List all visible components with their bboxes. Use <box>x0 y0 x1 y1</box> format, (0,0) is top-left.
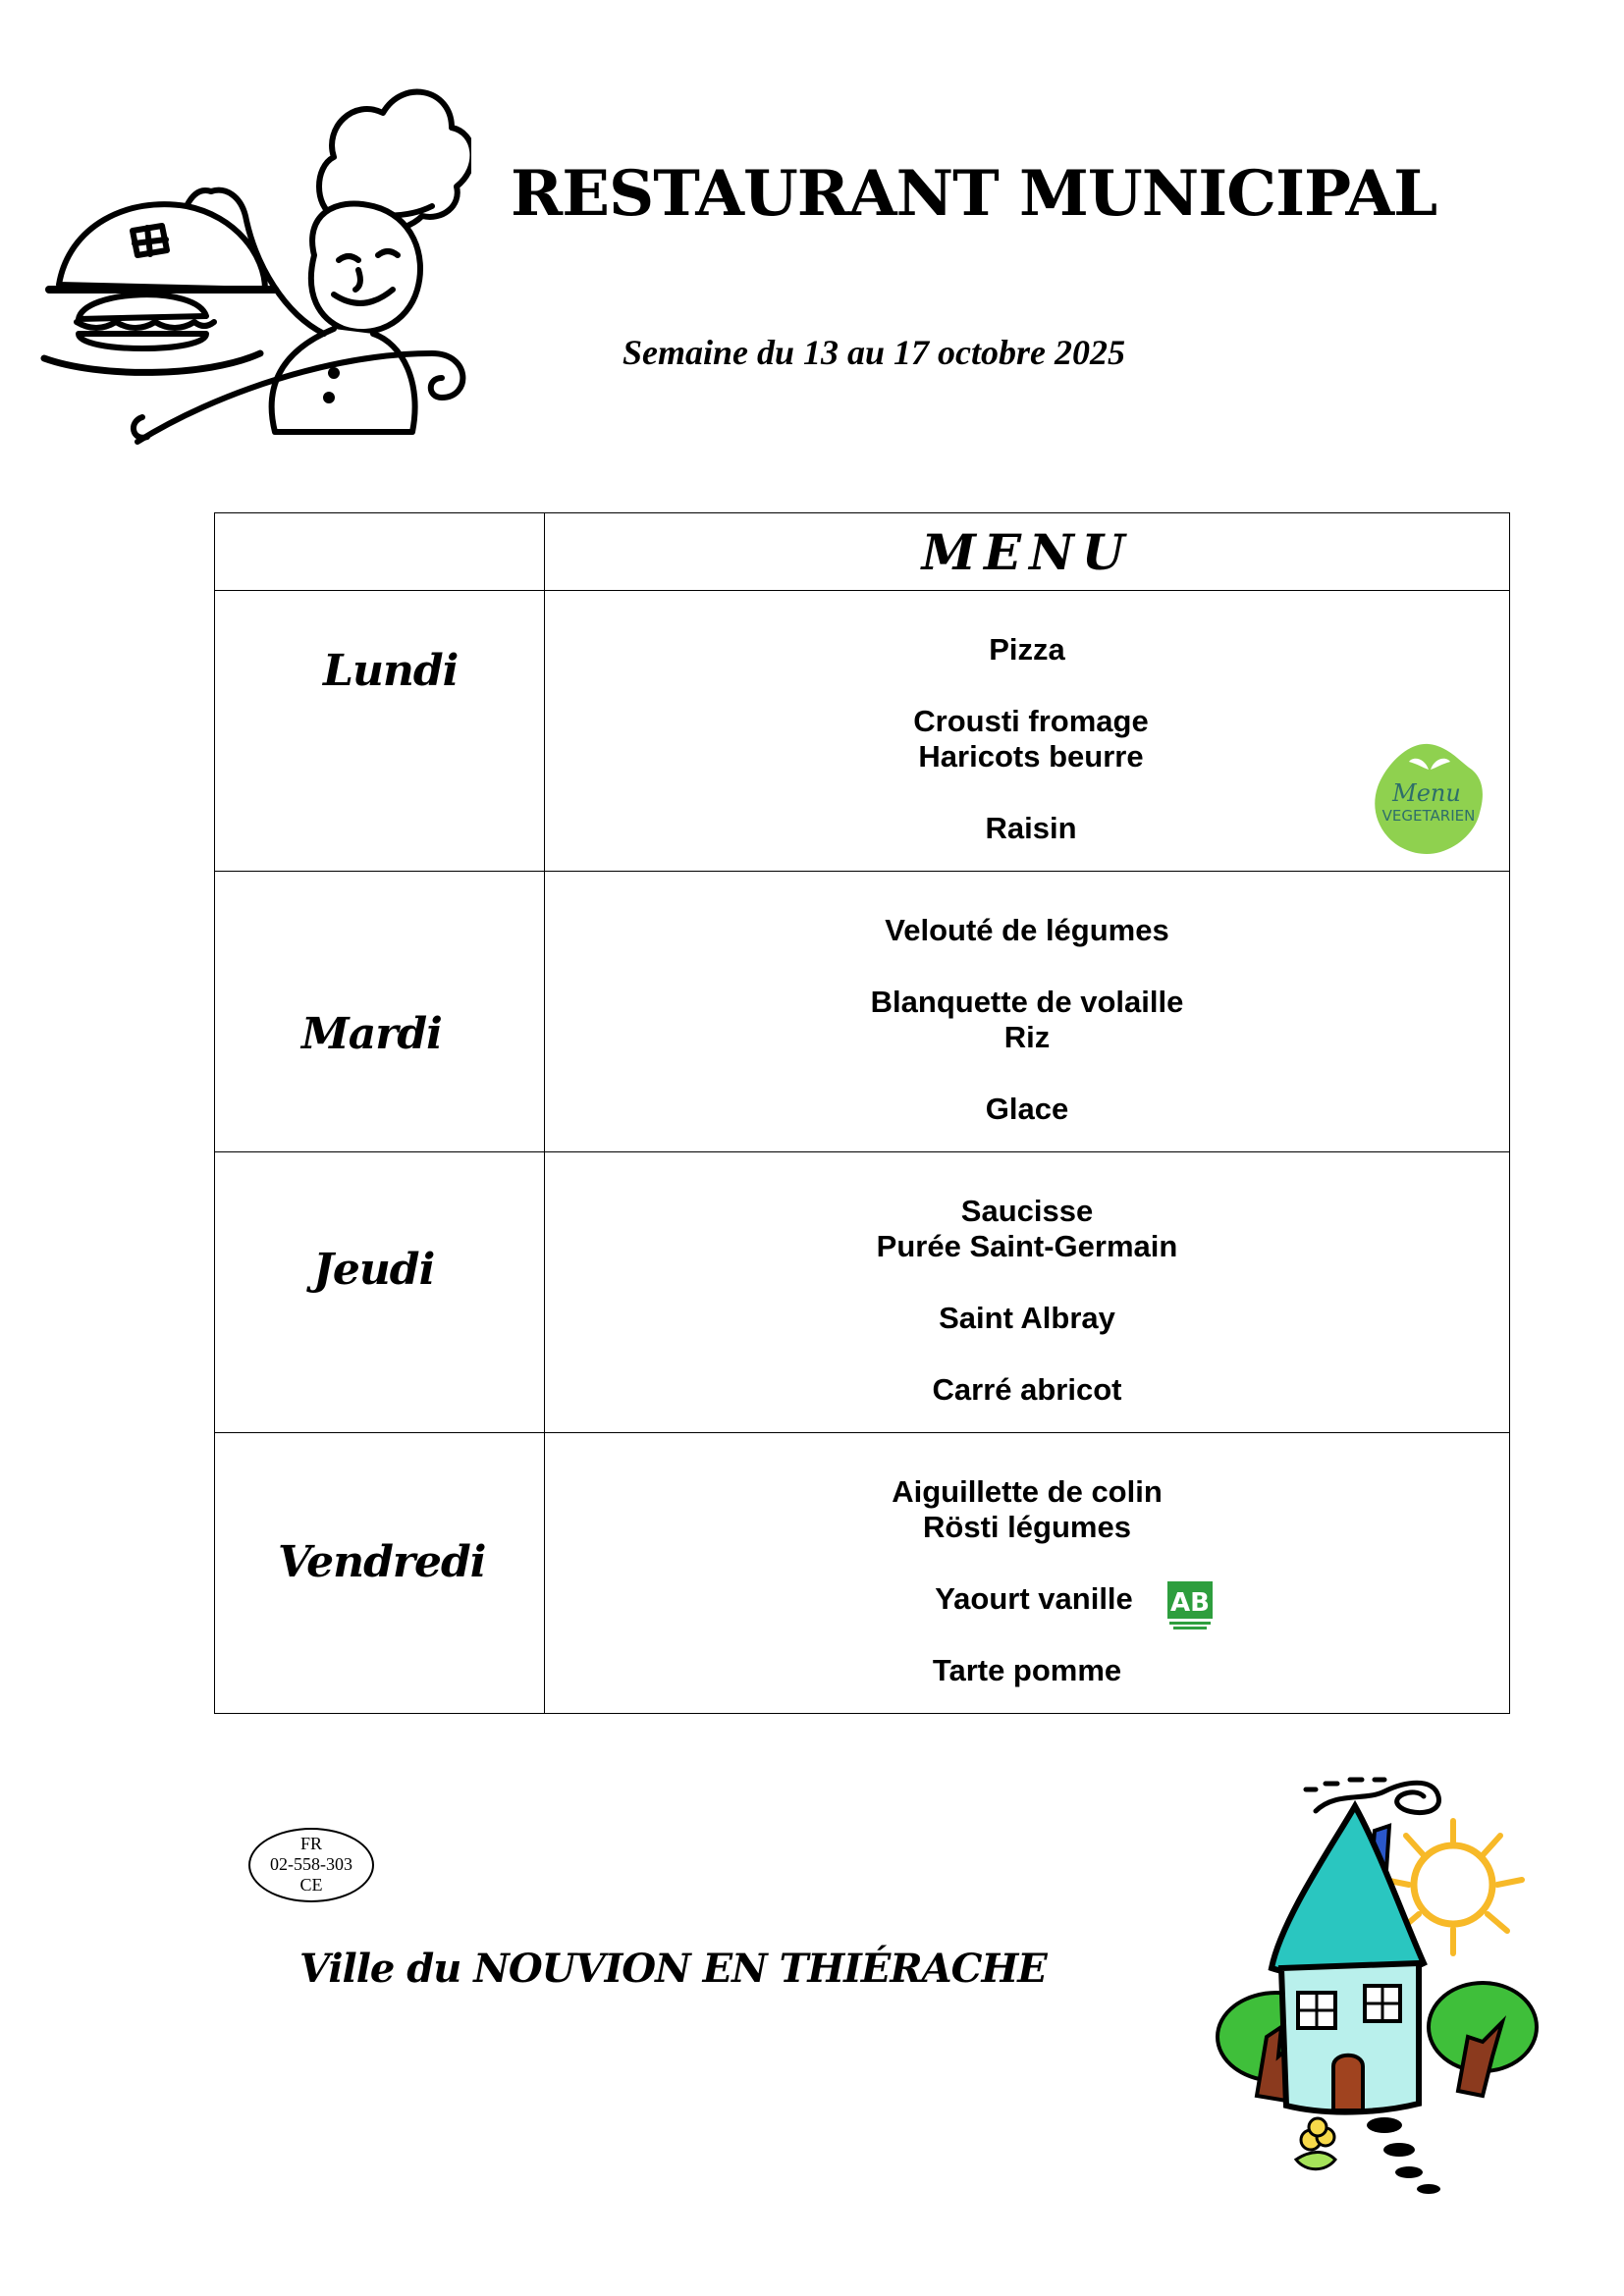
menu-header-row <box>215 513 1510 591</box>
weekly-menu-table <box>214 512 1510 1714</box>
day-cell <box>215 872 545 1152</box>
dishes-cell <box>545 1152 1510 1433</box>
approval-mark-line1: FR <box>299 1834 323 1853</box>
dish: Blanquette de volaille <box>870 985 1184 1019</box>
dish: Rösti légumes <box>923 1510 1131 1544</box>
vegetarian-logo-line2: VEGETARIEN <box>1381 807 1476 825</box>
day-cell <box>215 1433 545 1714</box>
dish: Crousti fromage <box>913 704 1149 738</box>
dish: Carré abricot <box>932 1372 1122 1407</box>
dish: Saucisse <box>960 1194 1094 1228</box>
page-title: RESTAURANT MUNICIPAL <box>511 157 1437 231</box>
chef-serving-cloche-icon <box>39 59 471 452</box>
day-cell <box>215 1152 545 1433</box>
day-name: Vendredi <box>278 1537 486 1587</box>
approval-mark-oval <box>248 1828 374 1902</box>
day-row-vendredi <box>215 1433 1510 1714</box>
approval-mark-line2: 02-558-303 <box>270 1854 352 1874</box>
dish: Saint Albray <box>939 1301 1115 1335</box>
week-subtitle: Semaine du 13 au 17 octobre 2025 <box>622 333 1125 372</box>
organic-logo-text: AB <box>1170 1588 1210 1618</box>
day-row-jeudi <box>215 1152 1510 1433</box>
dish: Purée Saint-Germain <box>876 1229 1178 1263</box>
dish: Haricots beurre <box>918 739 1144 774</box>
dish: Raisin <box>985 811 1077 845</box>
day-row-lundi <box>215 591 1510 872</box>
dish: Yaourt vanille <box>935 1581 1133 1616</box>
vegetarian-menu-logo-icon <box>1370 740 1488 858</box>
dishes-cell <box>545 872 1510 1152</box>
day-name: Mardi <box>301 1009 442 1059</box>
dish: Riz <box>1003 1020 1051 1054</box>
dish: Glace <box>985 1092 1069 1126</box>
town-name: Ville du NOUVION EN THIÉRACHE <box>299 1946 1047 1992</box>
dishes-cell <box>545 1433 1510 1714</box>
dish: Velouté de légumes <box>885 913 1169 947</box>
menu-heading: MENU <box>545 513 1510 591</box>
day-cell <box>215 591 545 872</box>
vegetarian-logo-line1: Menu <box>1392 779 1461 807</box>
approval-mark-line3: CE <box>299 1875 323 1895</box>
empty-header-cell <box>215 513 545 591</box>
dishes-cell <box>545 591 1510 872</box>
cartoon-house-with-sun-and-trees-icon <box>1188 1772 1561 2204</box>
dish: Aiguillette de colin <box>892 1474 1163 1509</box>
organic-ab-logo-icon <box>1165 1580 1215 1631</box>
day-name: Jeudi <box>313 1245 435 1295</box>
dish: Pizza <box>989 632 1065 667</box>
day-name: Lundi <box>323 646 459 696</box>
dish: Tarte pomme <box>932 1653 1122 1687</box>
day-row-mardi <box>215 872 1510 1152</box>
